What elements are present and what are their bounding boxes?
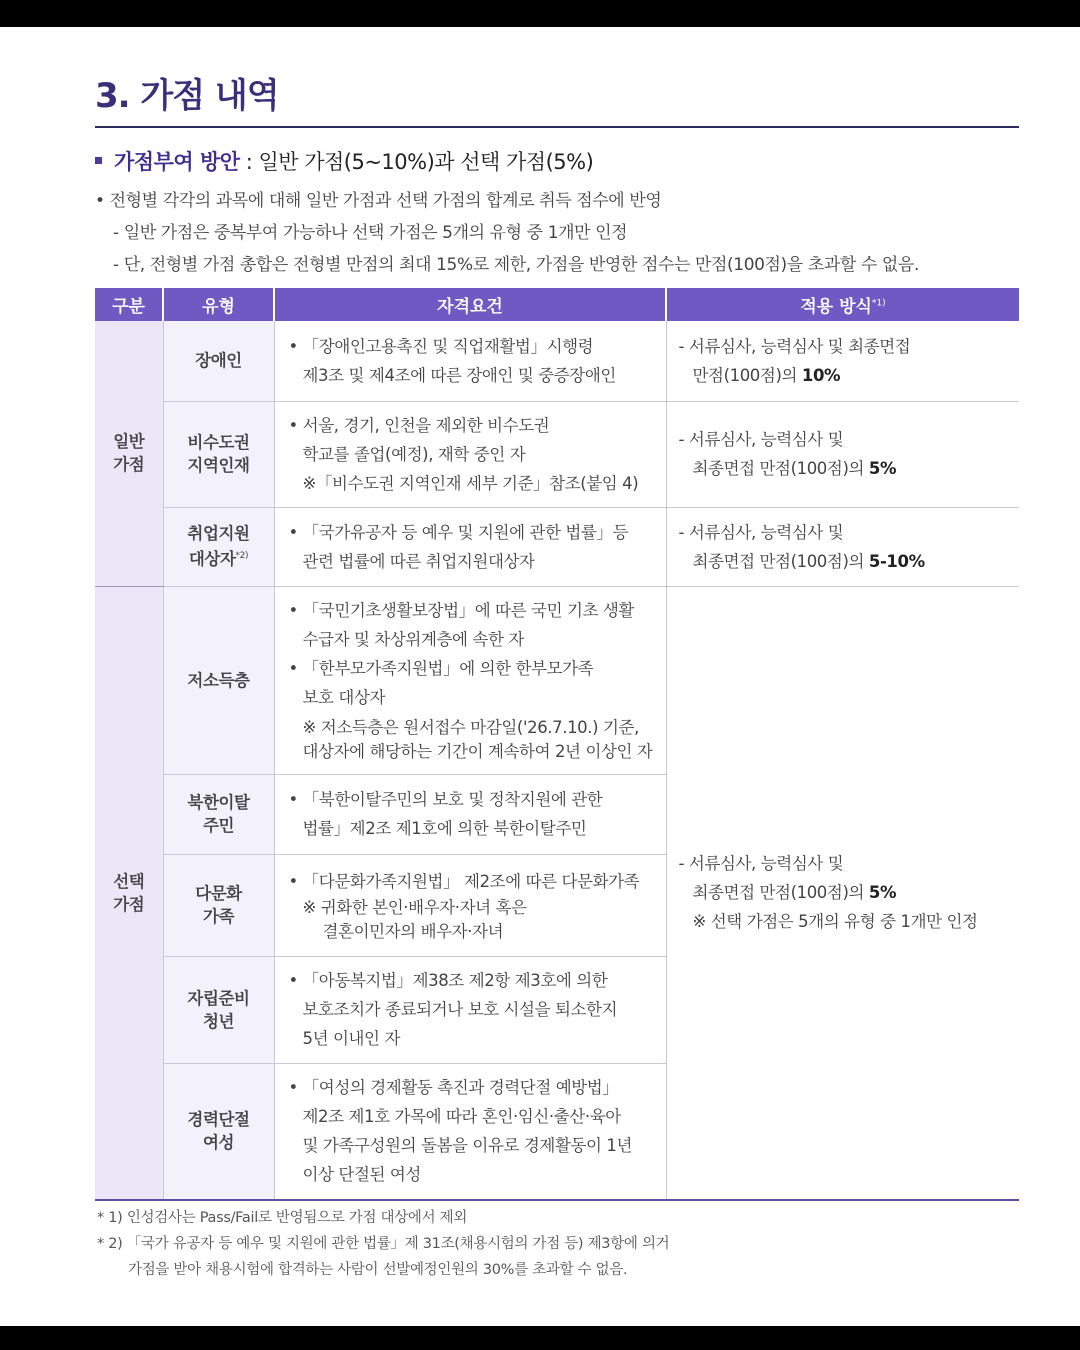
type-cell <box>163 586 274 774</box>
type-label: 비수도권 <box>187 433 250 452</box>
requirement-line: 학교를 졸업(예정), 재학 중인 자 <box>302 444 526 464</box>
subheading-label: 가점부여 방안 <box>114 150 240 174</box>
section-title: 3. 가점 내역 <box>95 76 279 116</box>
requirement-line: • 「다문화가족지원법」 제2조에 따른 다문화가족 <box>288 871 640 891</box>
footnote-marker: *1) <box>871 298 886 309</box>
type-label: 지역인재 <box>187 456 250 475</box>
requirement-line: 수급자 및 차상위계층에 속한 자 <box>302 630 524 649</box>
requirement-line: 결혼이민자의 배우자·자녀 <box>322 921 504 941</box>
requirements-cell <box>274 321 666 401</box>
requirement-line: 보호 대상자 <box>302 688 386 707</box>
subheading-separator: : <box>239 150 259 174</box>
top-black-bar <box>0 0 1080 27</box>
requirement-line: • 서울, 경기, 인천을 제외한 비수도권 <box>288 415 550 435</box>
type-label: 주민 <box>202 816 235 835</box>
application-text: 만점(100점)의 <box>692 365 802 385</box>
table-row <box>95 586 1019 774</box>
intro-line: • 전형별 각각의 과목에 대해 일반 가점과 선택 가점의 합계로 취득 점수에 반영 <box>95 191 662 211</box>
footnote: * 1) 인성검사는 Pass/Fail로 반영됨으로 가점 대상에서 제외 <box>97 1210 468 1226</box>
application-line: - 서류심사, 능력심사 및 <box>678 854 844 874</box>
requirement-line: 관련 법률에 따른 취업지원대상자 <box>302 551 535 571</box>
footnote: * 2) 「국가 유공자 등 예우 및 지원에 관한 법률」제 31조(채용시험의 가점 등) 제3항에 의거 <box>97 1236 670 1252</box>
group-label: 가점 <box>113 455 145 475</box>
type-label: 다문화 <box>195 884 242 903</box>
requirement-line: 대상자에 해당하는 기간이 계속하여 2년 이상인 자 <box>302 742 653 761</box>
application-line: - 서류심사, 능력심사 및 최종면접 <box>678 336 911 356</box>
type-label: 저소득층 <box>187 670 250 690</box>
footnote-marker: *2) <box>235 551 249 562</box>
type-label: 경력단절 <box>187 1110 250 1130</box>
application-line <box>679 361 1020 390</box>
type-label: 가족 <box>202 907 235 926</box>
application-note: ※ 선택 가점은 5개의 유형 중 1개만 인정 <box>692 912 978 932</box>
requirement-line: ※ 귀화한 본인·배우자·자녀 혹은 <box>302 897 527 917</box>
type-cell <box>163 507 274 586</box>
requirement-line: • 「국가유공자 등 예우 및 지원에 관한 법률」등 <box>288 522 629 542</box>
type-cell <box>163 956 274 1063</box>
type-cell <box>163 1063 274 1200</box>
requirements-cell <box>274 1063 666 1200</box>
application-line: - 서류심사, 능력심사 및 <box>678 522 844 542</box>
group-label: 일반 <box>113 432 145 452</box>
requirement-line: 제3조 및 제4조에 따른 장애인 및 중증장애인 <box>302 365 616 385</box>
group-optional <box>95 586 163 1200</box>
intro-line: - 단, 전형별 가점 총합은 전형별 만점의 최대 15%로 제한, 가점을 반영한 점수는 만점(100점)을 초과할 수 없음. <box>113 255 919 275</box>
table-row <box>95 401 1019 507</box>
requirement-line: 및 가족구성원의 돌봄을 이유로 경제활동이 1년 <box>302 1136 633 1156</box>
type-label: 여성 <box>202 1133 235 1153</box>
requirements-cell <box>274 956 666 1063</box>
requirement-line: • 「국민기초생활보장법」에 따른 국민 기초 생활 <box>288 601 634 620</box>
table-row <box>95 321 1019 401</box>
subheading-text: 일반 가점(5~10%)과 선택 가점(5%) <box>258 150 594 174</box>
header-requirements: 자격요건 <box>274 288 666 321</box>
bottom-black-bar <box>0 1326 1080 1350</box>
requirement-line: • 「장애인고용촉진 및 직업재활법」시행령 <box>288 336 594 356</box>
header-type: 유형 <box>163 288 274 321</box>
square-bullet-icon <box>95 157 102 164</box>
bonus-points-table <box>95 288 1019 1201</box>
subheading <box>95 146 593 176</box>
application-line <box>679 454 1020 483</box>
type-label: 장애인 <box>195 351 242 371</box>
application-line <box>679 878 1020 907</box>
type-label: 북한이탈 <box>187 793 250 812</box>
application-percent: 10% <box>801 365 841 385</box>
requirement-line: 5년 이내인 자 <box>302 1029 400 1048</box>
requirements-cell <box>274 401 666 507</box>
application-cell <box>666 321 1019 401</box>
type-cell <box>163 854 274 956</box>
intro-line: - 일반 가점은 중복부여 가능하나 선택 가점은 5개의 유형 중 1개만 인정 <box>113 223 628 243</box>
footnote: 가점을 받아 채용시험에 합격하는 사람이 선발예정인원의 30%를 초과할 수 없음. <box>128 1262 628 1278</box>
type-label: 청년 <box>202 1011 235 1031</box>
application-cell <box>666 507 1019 586</box>
application-cell <box>666 586 1019 1200</box>
requirement-line: 법률」제2조 제1호에 의한 북한이탈주민 <box>302 819 587 838</box>
type-label-text: 대상자 <box>188 549 236 569</box>
type-cell <box>163 321 274 401</box>
application-percent: 5% <box>868 883 897 903</box>
application-percent: 5% <box>868 459 897 478</box>
group-label: 가점 <box>113 894 145 914</box>
requirement-line: ※「비수도권 지역인재 세부 기준」참조(붙임 4) <box>302 473 639 493</box>
header-application <box>666 288 1019 321</box>
application-text: 최종면접 만점(100점)의 <box>692 459 869 478</box>
group-general <box>95 321 163 586</box>
type-cell <box>163 401 274 507</box>
requirement-line: 제2조 제1호 가목에 따라 혼인·임신·출산·육아 <box>302 1107 621 1127</box>
requirements-cell <box>274 507 666 586</box>
requirements-cell <box>274 586 666 774</box>
application-text: 최종면접 만점(100점)의 <box>692 883 869 903</box>
type-label: 취업지원 <box>187 524 250 544</box>
type-label: 자립준비 <box>187 988 250 1008</box>
requirement-line: • 「여성의 경제활동 촉진과 경력단절 예방법」 <box>288 1078 619 1098</box>
requirement-line: 이상 단절된 여성 <box>302 1165 421 1185</box>
header-application-label: 적용 방식 <box>800 297 872 317</box>
application-line: - 서류심사, 능력심사 및 <box>678 430 844 449</box>
table-header-row <box>95 288 1019 321</box>
type-label <box>164 545 274 571</box>
requirement-line: • 「한부모가족지원법」에 의한 한부모가족 <box>288 659 594 678</box>
header-category: 구분 <box>95 288 163 321</box>
table-row <box>95 507 1019 586</box>
application-percent: 5-10% <box>868 551 925 571</box>
requirements-cell <box>274 774 666 854</box>
group-label: 선택 <box>113 871 145 891</box>
title-divider <box>95 126 1019 128</box>
application-line <box>679 547 1020 576</box>
requirement-line: 보호조치가 종료되거나 보호 시설을 퇴소한지 <box>302 1000 618 1019</box>
requirement-line: • 「아동복지법」제38조 제2항 제3호에 의한 <box>288 971 608 990</box>
requirement-line: • 「북한이탈주민의 보호 및 정착지원에 관한 <box>288 790 603 809</box>
application-text: 최종면접 만점(100점)의 <box>692 551 869 571</box>
application-cell <box>666 401 1019 507</box>
requirements-cell <box>274 854 666 956</box>
requirement-line: ※ 저소득층은 원서접수 마감일('26.7.10.) 기준, <box>302 718 639 737</box>
type-cell <box>163 774 274 854</box>
